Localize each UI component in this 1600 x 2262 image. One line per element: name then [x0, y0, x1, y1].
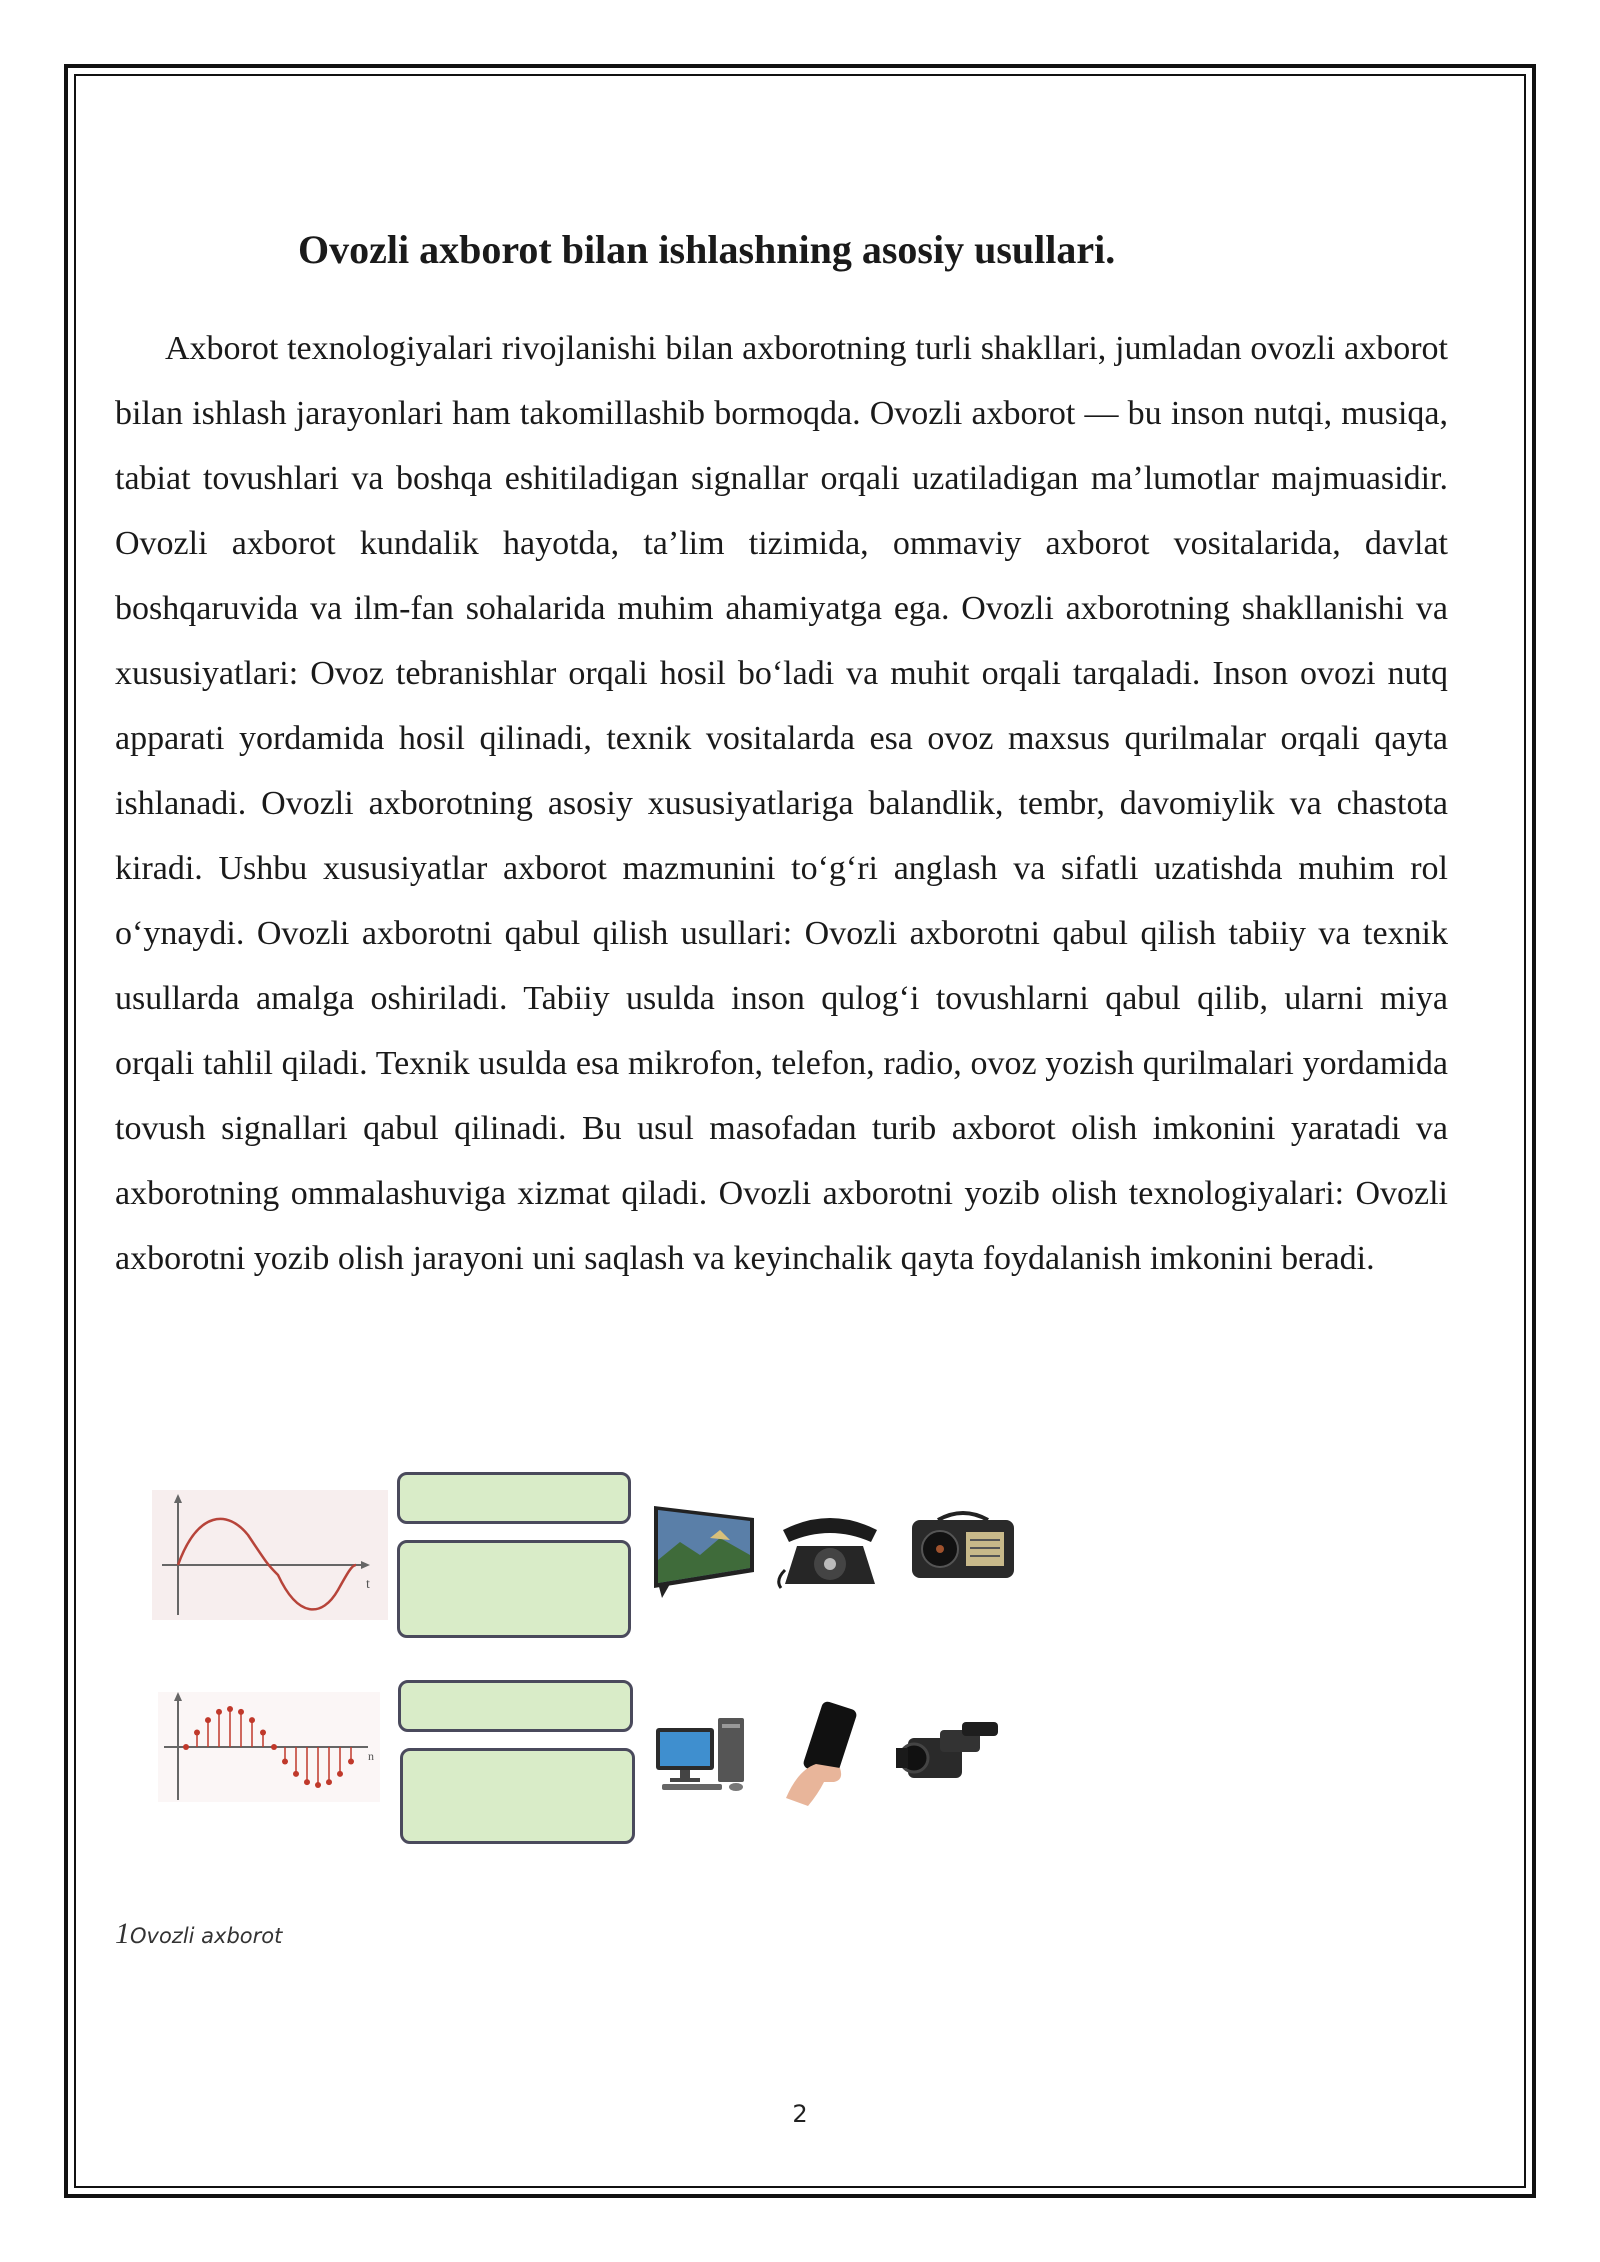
label-box-digital-desc	[400, 1748, 635, 1844]
page-title: Ovozli axborot bilan ishlashning asosiy usullari.	[298, 227, 1116, 272]
page-number: 2	[792, 2100, 808, 2128]
label-box-analog-title	[397, 1472, 631, 1524]
radio-icon	[908, 1506, 1018, 1586]
label-box-digital-title	[398, 1680, 633, 1732]
analog-axis-label: t	[366, 1577, 370, 1592]
figure-ovozli-axborot	[150, 1460, 1030, 1840]
rotary-phone-icon	[775, 1510, 885, 1590]
video-camera-icon	[896, 1710, 1006, 1790]
analog-signal-graph	[152, 1490, 388, 1620]
label-box-analog-desc	[397, 1540, 631, 1638]
digital-axis-label: n	[368, 1749, 374, 1763]
digital-signal-graph	[158, 1692, 380, 1802]
caption-number: 1	[115, 1917, 130, 1950]
body-paragraph: Axborot texnologiyalari rivojlanishi bilan axborotning turli shakllari, jumladan ovozli axborot bilan ishlash jarayonlari ham takomillashib bormoqda. Ovozli axborot — bu inson nutqi, musiqa, tabiat tovushlari va boshqa eshitiladigan signallar orqali uzatiladigan ma’lumotlar majmuasidir. Ovozli axborot kundalik hayotda, ta’lim tizimida, ommaviy axborot vositalarida, davlat boshqaruvida va ilm-fan sohalarida muhim ahamiyatga ega. Ovozli axborotning shakllanishi va xususiyatlari: Ovoz tebranishlar orqali hosil bo‘ladi va muhit orqali tarqaladi. Inson ovozi nutq apparati yordamida hosil qilinadi, texnik vositalarda esa ovoz maxsus qurilmalar orqali qayta ishlanadi. Ovozli axborotning asosiy xususiyatlariga balandlik, tembr, davomiylik va chastota kiradi. Ushbu xususiyatlar axborot mazmunini to‘g‘ri anglash va sifatli uzatishda muhim rol o‘ynaydi. Ovozli axborotni qabul qilish usullari: Ovozli axborotni qabul qilish tabiiy va texnik usullarda amalga oshiriladi. Tabiiy usulda inson qulog‘i tovushlarni qabul qilib, ularni miya orqali tahlil qiladi. Texnik usulda esa mikrofon, telefon, radio, ovoz yozish qurilmalari yordamida tovush signallari qabul qilinadi. Bu usul masofadan turib axborot olish imkonini yaratadi va axborotning ommalashuviga xizmat qiladi. Ovozli axborotni yozib olish texnologiyalari: Ovozli axborotni yozib olish jarayoni uni saqlash va keyinchalik qayta foydalanish imkonini beradi.	[115, 330, 1448, 1277]
figure-caption	[115, 1917, 282, 1951]
caption-text: Ovozli axborot	[130, 1924, 283, 1948]
smartphone-icon	[778, 1698, 878, 1808]
computer-icon	[652, 1714, 762, 1794]
tv-icon	[650, 1500, 760, 1600]
